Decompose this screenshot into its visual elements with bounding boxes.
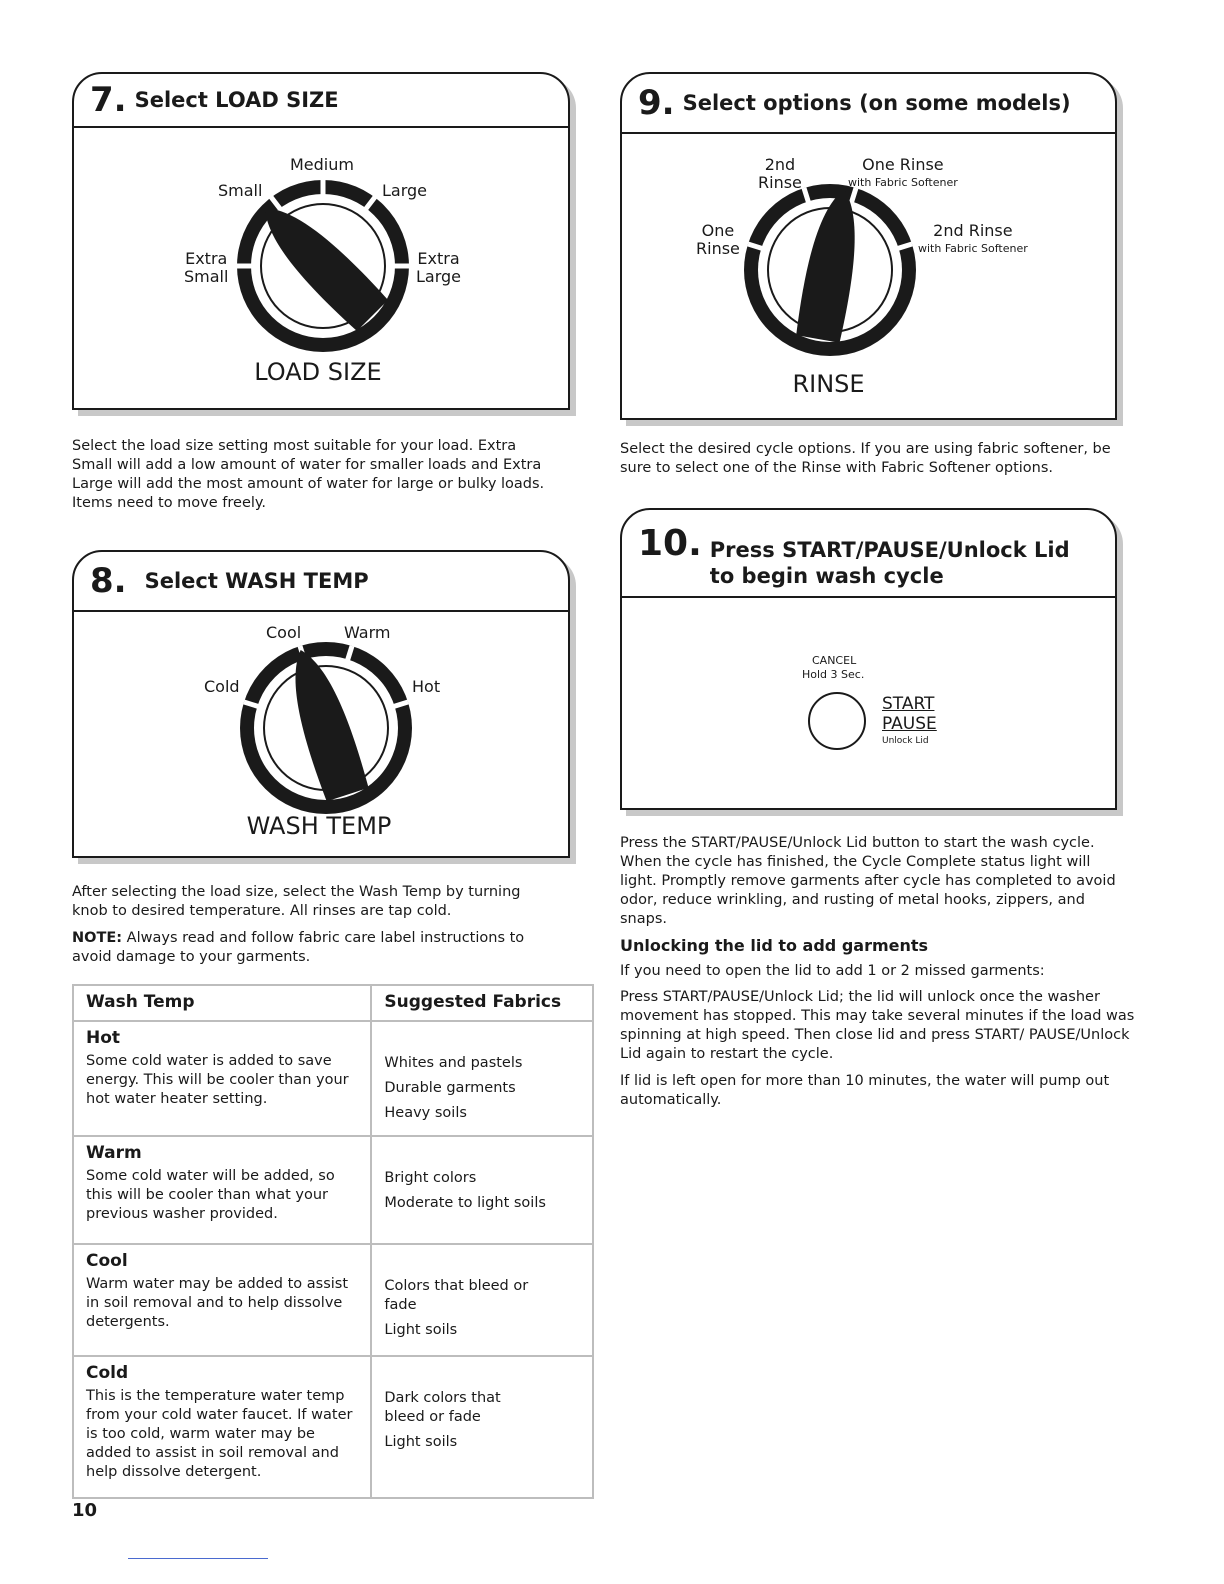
start-label: START [882, 694, 935, 714]
label-cold: Cold [204, 677, 240, 696]
fabrics-cell [371, 1356, 593, 1498]
step8-number: 8. [90, 561, 127, 601]
temp-text: Some cold water will be added, so this will be cooler than what your previous washer provided. [86, 1168, 335, 1222]
table-header-wash-temp: Wash Temp [73, 985, 371, 1021]
step9-number: 9. [638, 83, 675, 123]
rinse-dial-title: RINSE [792, 370, 865, 398]
temp-title: Hot [86, 1028, 121, 1048]
fabric-item: Light soils [384, 1322, 458, 1338]
label-extra-small: Extra Small [184, 249, 229, 286]
temp-text: Some cold water is added to save energy. This will be cooler than your hot water heater setting. [86, 1053, 349, 1107]
unlocking-p3: If lid is left open for more than 10 minutes, the water will pump out automatically. [620, 1073, 1110, 1108]
temp-cell [73, 1356, 371, 1498]
label-2nd-rinse: 2nd Rinse [758, 155, 802, 192]
step10-number: 10. [638, 523, 702, 564]
label-warm: Warm [344, 623, 391, 642]
label-2nd-rinse-fabric-softener [918, 222, 1028, 258]
step9-panel [620, 72, 1117, 420]
label-cool: Cool [266, 623, 302, 642]
step8-description: After selecting the load size, select the Wash Temp by turning knob to desired temperature. All rinses are tap cold. [72, 884, 521, 919]
step10-header [622, 510, 1115, 598]
table-row [73, 1244, 593, 1356]
label-one-rinse-fs-main: One Rinse [862, 155, 944, 174]
footer-divider [128, 1558, 268, 1559]
wash-temp-dial[interactable] [226, 628, 426, 828]
fabric-item: Durable garments [384, 1080, 516, 1096]
step9-header [622, 74, 1115, 134]
step8-title: Select WASH TEMP [144, 569, 369, 593]
step10-title-line1: Press START/PAUSE/Unlock Lid [709, 538, 1070, 562]
label-medium: Medium [290, 155, 354, 174]
label-2nd-rinse-fs-main: 2nd Rinse [933, 221, 1013, 240]
cancel-label: CANCEL [812, 654, 857, 667]
step9-description: Select the desired cycle options. If you are using fabric softener, be sure to select one of the Rinse with Fabric Softener options. [620, 441, 1111, 476]
temp-title: Cold [86, 1363, 129, 1383]
page-number: 10 [72, 1500, 98, 1521]
temp-cell [73, 1244, 371, 1356]
step8-panel [72, 550, 570, 858]
fabric-item: Moderate to light soils [384, 1195, 546, 1211]
unlock-lid-label: Unlock Lid [882, 736, 929, 746]
label-one-rinse-fs-sub: with Fabric Softener [848, 176, 958, 189]
temp-text: Warm water may be added to assist in soil removal and to help dissolve detergents. [86, 1276, 349, 1330]
table-header-suggested-fabrics: Suggested Fabrics [371, 985, 593, 1021]
step7-description: Select the load size setting most suitable for your load. Extra Small will add a low amount of water for smaller loads and Extra Large will add the most amount of water for large or bulky loads. Items need to move freely. [72, 438, 545, 511]
unlocking-heading: Unlocking the lid to add garments [620, 936, 929, 955]
temp-cell [73, 1021, 371, 1136]
fabric-item: Whites and pastels [384, 1055, 523, 1071]
fabric-item: Bright colors [384, 1170, 477, 1186]
fabric-item: Dark colors that bleed or fade [384, 1390, 501, 1425]
temp-cell [73, 1136, 371, 1244]
step7-number: 7. [90, 80, 127, 120]
pause-label: PAUSE [882, 714, 937, 734]
step10-panel [620, 508, 1117, 810]
step8-header [74, 552, 568, 612]
step7-header [74, 74, 568, 128]
step7-panel [72, 72, 570, 410]
step9-title: Select options (on some models) [682, 91, 1071, 115]
label-one-rinse: One Rinse [696, 221, 740, 258]
fabrics-cell [371, 1021, 593, 1136]
label-hot: Hot [412, 677, 441, 696]
fabric-item: Colors that bleed or fade [384, 1278, 529, 1313]
step7-title: Select LOAD SIZE [134, 88, 339, 112]
table-row [73, 1021, 593, 1136]
wash-temp-table [72, 984, 594, 1499]
label-small: Small [218, 181, 263, 200]
table-header-row [73, 985, 593, 1021]
note-text: Always read and follow fabric care label instructions to avoid damage to your garments. [72, 930, 525, 965]
fabrics-cell [371, 1244, 593, 1356]
unlocking-p1: If you need to open the lid to add 1 or 2 missed garments: [620, 963, 1045, 979]
label-one-rinse-fabric-softener [848, 156, 958, 192]
fabrics-cell [371, 1136, 593, 1244]
label-large: Large [382, 181, 428, 200]
step10-title-line2: to begin wash cycle [709, 564, 944, 588]
step10-description: Press the START/PAUSE/Unlock Lid button to start the wash cycle. When the cycle has finished, the Cycle Complete status light will light. Promptly remove garments after cycle has completed to avoid odor, reduce wrinkling, and rusting of metal hooks, zippers, and snaps. [620, 835, 1116, 927]
label-extra-large: Extra Large [416, 249, 462, 286]
step10-title [710, 524, 1070, 588]
note-label: NOTE: [72, 930, 123, 946]
temp-title: Cool [86, 1251, 128, 1271]
label-2nd-rinse-fs-sub: with Fabric Softener [918, 242, 1028, 255]
wash-temp-dial-title: WASH TEMP [246, 812, 392, 840]
hold-label: Hold 3 Sec. [802, 668, 865, 681]
temp-text: This is the temperature water temp from your cold water faucet. If water is too cold, warm water may be added to assist in soil removal and help dissolve detergent. [86, 1388, 353, 1480]
temp-title: Warm [86, 1143, 142, 1163]
table-row [73, 1356, 593, 1498]
step8-note [72, 929, 558, 967]
unlocking-p2: Press START/PAUSE/Unlock Lid; the lid will unlock once the washer movement has stopped. This may take several minutes if the load was spinning at high speed. Then close lid and press START/ PAUSE/Unlock Lid again to restart the cycle. [620, 989, 1135, 1062]
start-pause-button[interactable] [808, 692, 866, 750]
fabric-item: Heavy soils [384, 1105, 467, 1121]
rinse-dial[interactable] [730, 170, 930, 370]
table-row [73, 1136, 593, 1244]
fabric-item: Light soils [384, 1434, 458, 1450]
load-size-dial-title: LOAD SIZE [254, 358, 382, 386]
